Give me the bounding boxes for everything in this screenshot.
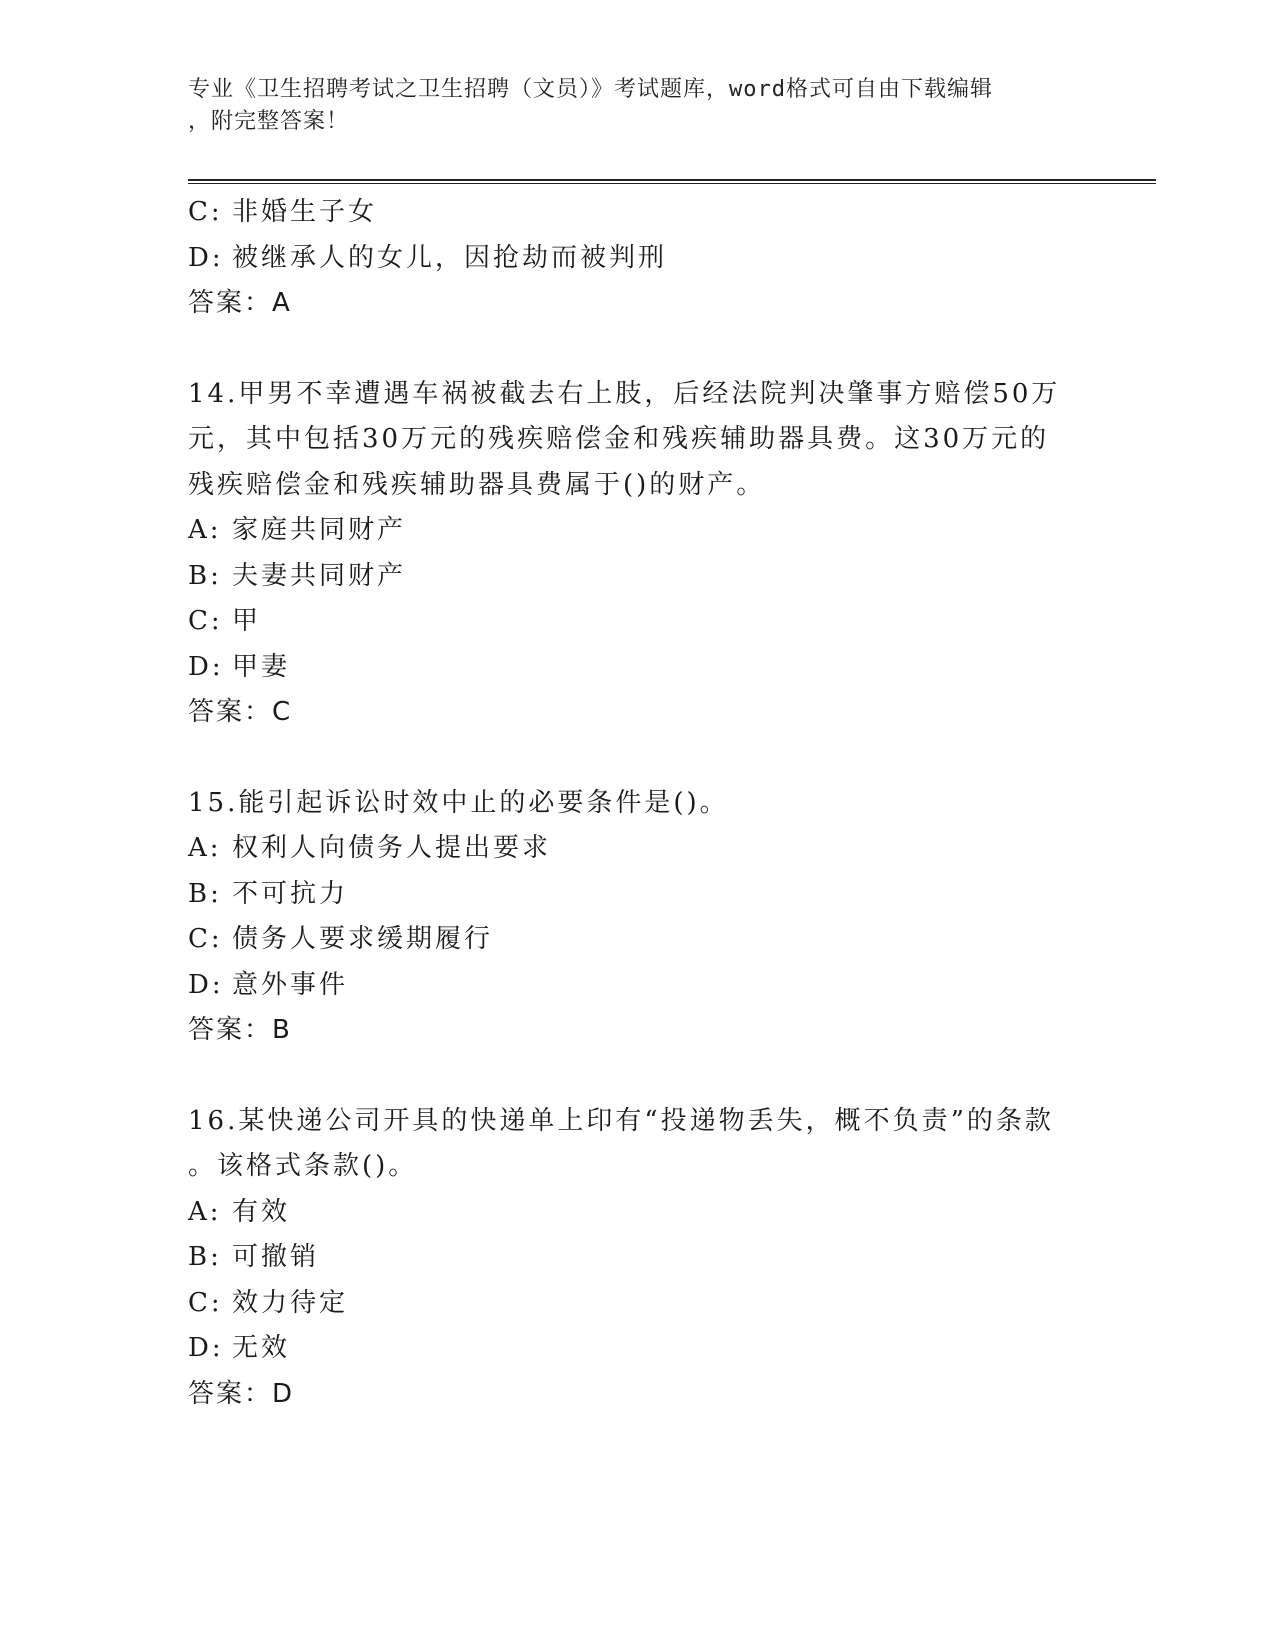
option-key: C: <box>188 606 223 636</box>
answer-line: 答案：A <box>188 288 292 318</box>
spacer <box>188 1054 1088 1099</box>
option-text: 被继承人的女儿，因抢劫而被判刑 <box>232 242 668 273</box>
option-text: 不可抗力 <box>232 878 349 909</box>
option-c <box>188 917 1088 963</box>
answer-line: 答案：B <box>188 1015 292 1045</box>
option-text: 夫妻共同财产 <box>232 560 407 591</box>
option-text: 效力待定 <box>232 1287 349 1318</box>
option-text: 甲妻 <box>232 651 291 682</box>
option-key: A: <box>188 1196 222 1227</box>
page-header <box>188 74 1088 138</box>
option-a <box>188 826 1088 872</box>
question-stem: 。该格式条款()。 <box>188 1151 418 1181</box>
header-divider <box>188 179 1156 184</box>
option-key: D: <box>188 651 224 682</box>
option-d <box>188 645 1088 691</box>
option-key: D: <box>188 242 224 273</box>
answer-line: 答案：C <box>188 697 293 727</box>
option-text: 债务人要求缓期履行 <box>232 924 494 954</box>
header-line-2: ，附完整答案！ <box>188 109 350 134</box>
spacer <box>188 327 1088 372</box>
option-d <box>188 963 1088 1009</box>
question-stem: 元，其中包括30万元的残疾赔偿金和残疾辅助器具费。这30万元的 <box>188 424 1050 454</box>
option-key: A: <box>188 515 222 545</box>
question-14 <box>188 372 1088 736</box>
option-d <box>188 1326 1088 1372</box>
question-stem: 16.某快递公司开具的快递单上印有“投递物丢失，概不负责”的条款 <box>188 1105 1054 1136</box>
option-key: C: <box>188 197 223 227</box>
option-b <box>188 554 1088 600</box>
option-text: 可撤销 <box>232 1242 320 1272</box>
option-key: B: <box>188 878 222 909</box>
option-key: C: <box>188 1287 223 1318</box>
option-c <box>188 190 1088 236</box>
question-15 <box>188 781 1088 1054</box>
question-13-tail <box>188 190 1088 327</box>
option-key: D: <box>188 1333 224 1363</box>
option-text: 权利人向债务人提出要求 <box>232 833 552 863</box>
question-list <box>188 190 1088 1417</box>
option-a <box>188 1190 1088 1236</box>
option-text: 意外事件 <box>232 969 349 1000</box>
option-b <box>188 1235 1088 1281</box>
question-16 <box>188 1099 1088 1418</box>
option-key: D: <box>188 969 224 1000</box>
answer-line: 答案：D <box>188 1378 295 1409</box>
option-text: 非婚生子女 <box>232 197 378 227</box>
option-text: 有效 <box>232 1196 291 1227</box>
option-key: B: <box>188 560 222 591</box>
question-stem: 残疾赔偿金和残疾辅助器具费属于()的财产。 <box>188 469 766 500</box>
option-text: 甲 <box>232 606 262 636</box>
spacer <box>188 736 1088 781</box>
header-line-1: 专业《卫生招聘考试之卫生招聘（文员）》考试题库，word格式可自由下载编辑 <box>188 77 993 102</box>
option-b <box>188 872 1088 918</box>
option-key: C: <box>188 924 223 954</box>
option-c <box>188 1281 1088 1327</box>
option-text: 家庭共同财产 <box>232 515 407 545</box>
question-stem: 15.能引起诉讼时效中止的必要条件是()。 <box>188 787 729 818</box>
option-a <box>188 508 1088 554</box>
option-d <box>188 236 1088 282</box>
option-c <box>188 599 1088 645</box>
question-stem: 14.甲男不幸遭遇车祸被截去右上肢，后经法院判决肇事方赔偿50万 <box>188 378 1061 409</box>
option-key: A: <box>188 833 222 863</box>
option-text: 无效 <box>232 1333 291 1363</box>
option-key: B: <box>188 1242 222 1272</box>
